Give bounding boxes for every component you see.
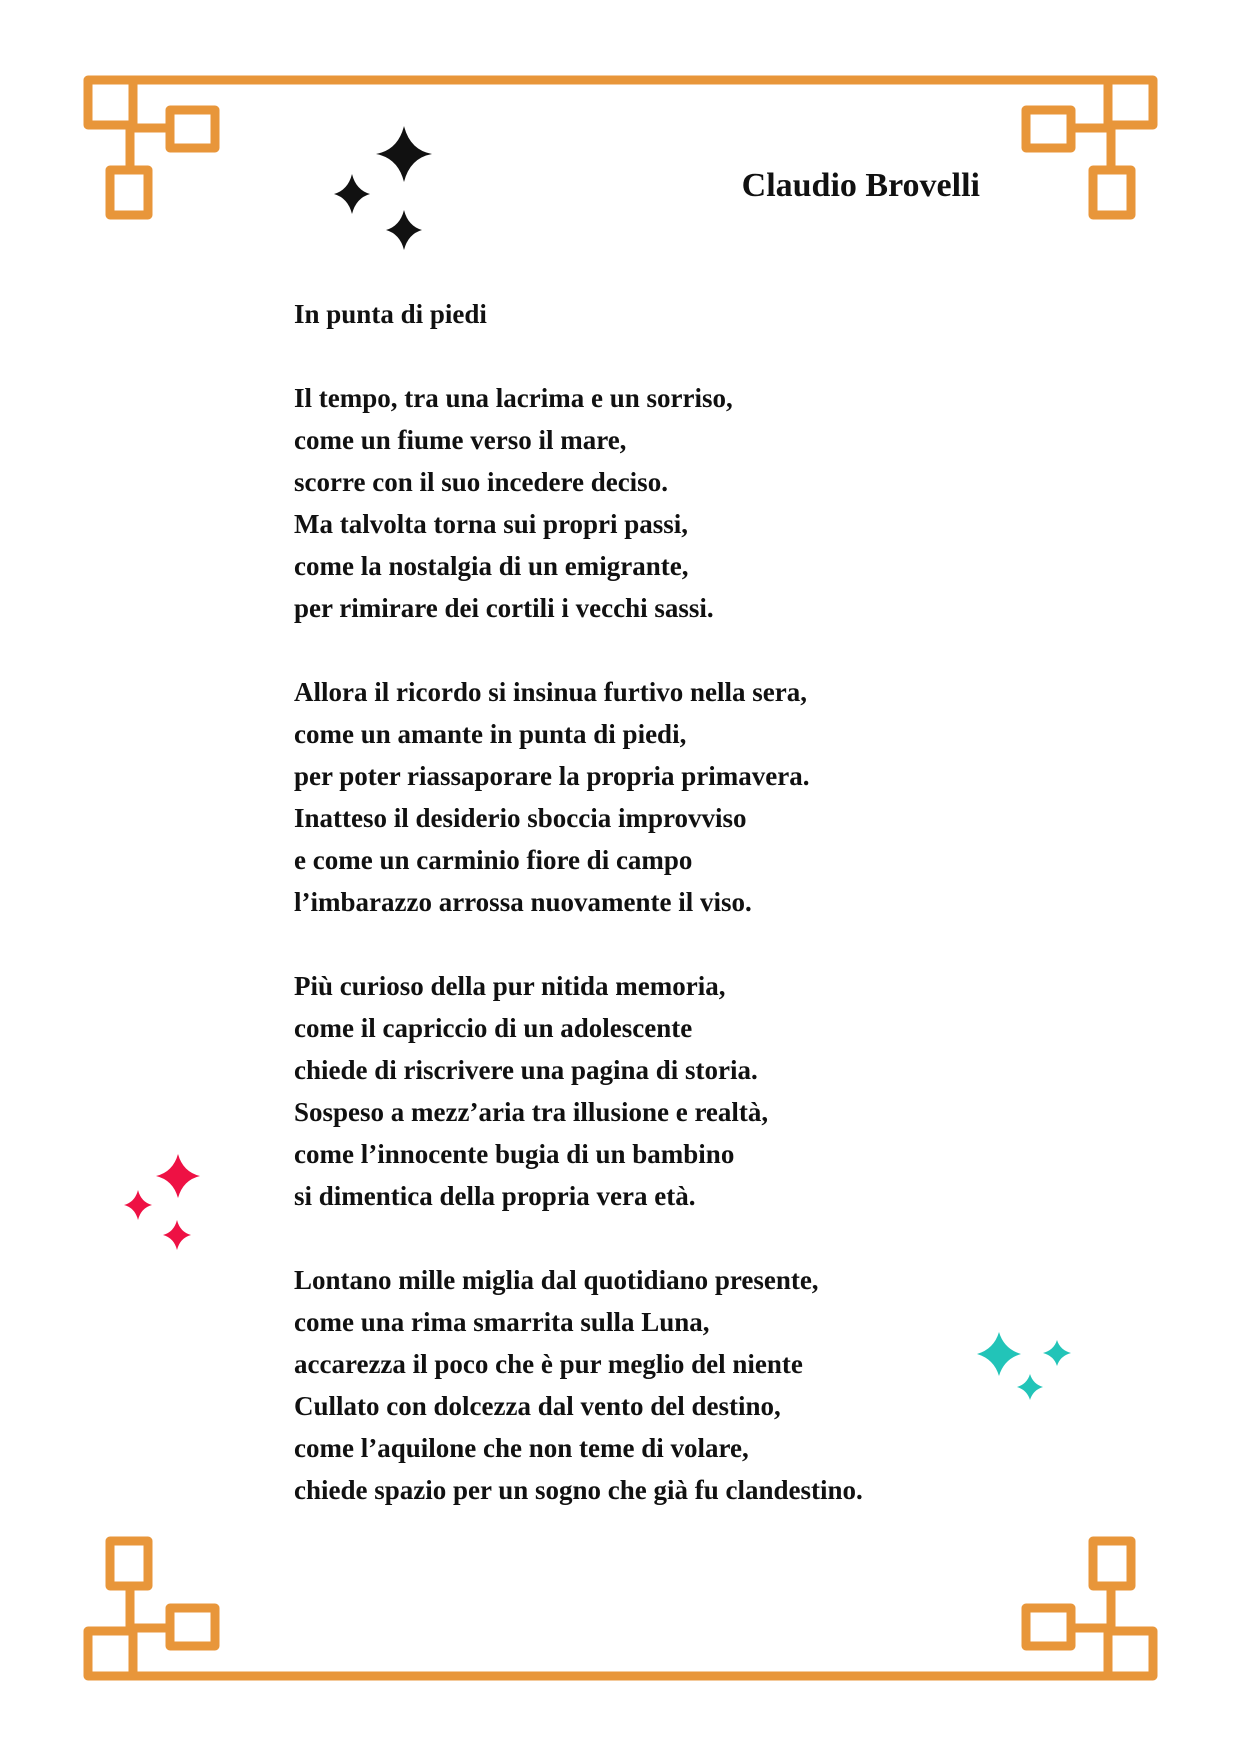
verse-line: come un amante in punta di piedi, <box>294 719 687 749</box>
author-name: Claudio Brovelli <box>741 167 980 204</box>
poem-body <box>294 293 1094 1511</box>
verse-line: come la nostalgia di un emigrante, <box>294 551 689 581</box>
verse-line: Cullato con dolcezza dal vento del destino, <box>294 1391 781 1421</box>
corner-square-bottom-right <box>1108 1631 1153 1676</box>
verse-line: scorre con il suo incedere deciso. <box>294 467 668 497</box>
verse-line: Sospeso a mezz’aria tra illusione e realtà, <box>294 1097 769 1127</box>
verse-line: come un fiume verso il mare, <box>294 425 627 455</box>
verse-line: e come un carminio fiore di campo <box>294 845 693 875</box>
corner-square-top-left <box>88 80 133 125</box>
verse-line: chiede spazio per un sogno che già fu clandestino. <box>294 1475 863 1505</box>
verse-line: l’imbarazzo arrossa nuovamente il viso. <box>294 887 752 917</box>
corner-square-top-right-v <box>1093 170 1131 215</box>
verse-line: si dimentica della propria vera età. <box>294 1181 696 1211</box>
stanza-3 <box>294 965 1094 1217</box>
stanza-4 <box>294 1259 1094 1511</box>
corner-square-top-left-v <box>110 170 148 215</box>
corner-square-bottom-left-v <box>110 1541 148 1586</box>
verse-line: come l’aquilone che non teme di volare, <box>294 1433 749 1463</box>
verse-line: Più curioso della pur nitida memoria, <box>294 971 726 1001</box>
corner-square-top-right-h <box>1026 110 1071 148</box>
verse-line: Ma talvolta torna sui propri passi, <box>294 509 689 539</box>
corner-square-bottom-right-v <box>1093 1541 1131 1586</box>
corner-square-top-right <box>1108 80 1153 125</box>
verse-line: Allora il ricordo si insinua furtivo nella sera, <box>294 677 807 707</box>
verse-line: accarezza il poco che è pur meglio del niente <box>294 1349 803 1379</box>
verse-line: Inatteso il desiderio sboccia improvviso <box>294 803 747 833</box>
verse-line: Il tempo, tra una lacrima e un sorriso, <box>294 383 733 413</box>
corner-square-top-left-h <box>170 110 215 148</box>
sparkle-stars-red-icon <box>120 1150 210 1260</box>
verse-line: Lontano mille miglia dal quotidiano presente, <box>294 1265 819 1295</box>
corner-square-bottom-left-h <box>170 1608 215 1646</box>
verse-line: chiede di riscrivere una pagina di storia. <box>294 1055 758 1085</box>
poem-title: In punta di piedi <box>294 299 487 329</box>
verse-line: come l’innocente bugia di un bambino <box>294 1139 735 1169</box>
sparkle-stars-black-icon <box>330 120 440 255</box>
verse-line: per rimirare dei cortili i vecchi sassi. <box>294 593 714 623</box>
corner-square-bottom-right-h <box>1026 1608 1071 1646</box>
stanza-1 <box>294 377 1094 629</box>
verse-line: per poter riassaporare la propria primavera. <box>294 761 810 791</box>
verse-line: come una rima smarrita sulla Luna, <box>294 1307 710 1337</box>
corner-square-bottom-left <box>88 1631 133 1676</box>
stanza-2 <box>294 671 1094 923</box>
verse-line: come il capriccio di un adolescente <box>294 1013 693 1043</box>
